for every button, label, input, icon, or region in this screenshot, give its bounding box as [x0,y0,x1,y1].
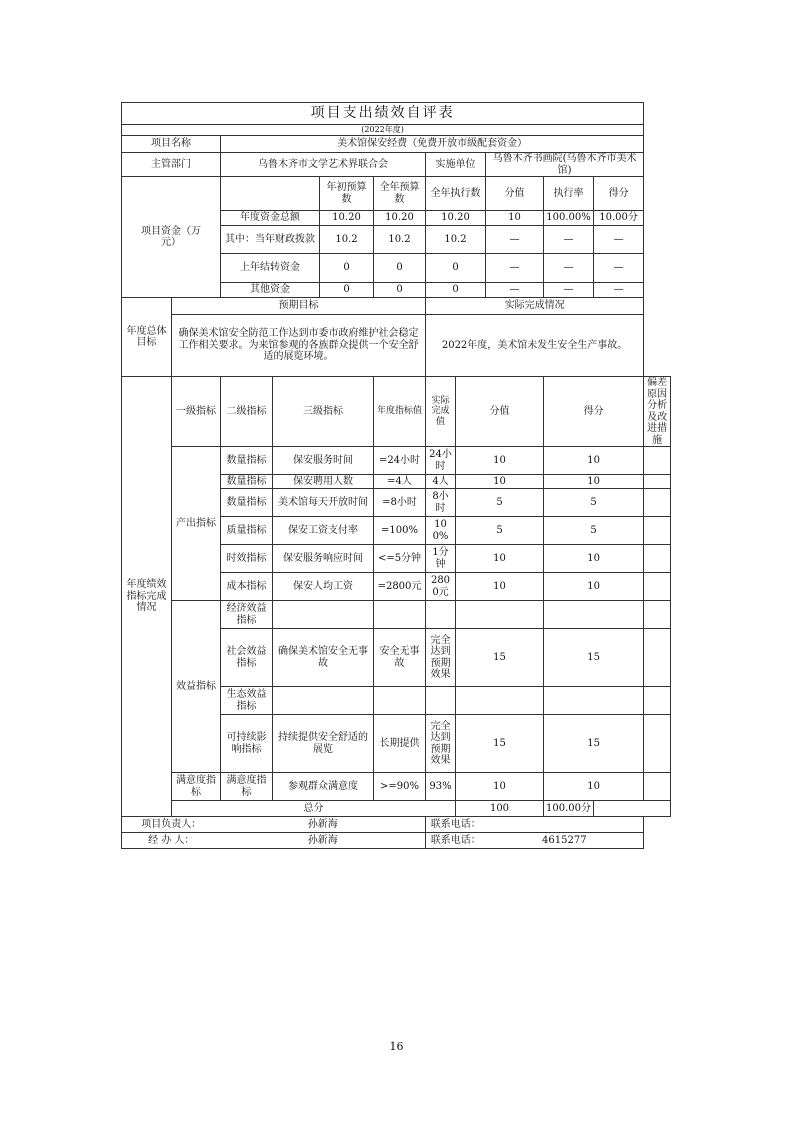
indicator-l2: 可持续影响指标 [221,715,273,773]
indicator-got: 10 [544,475,644,489]
indicator-actual: 8小时 [426,489,456,517]
indicator-l3: 保安人均工资 [273,573,374,601]
total-label: 总分 [172,801,456,817]
funds-cell: 100.00% [544,211,594,226]
funds-cell: 10.20 [426,211,486,226]
output-indicator-label: 产出指标 [172,447,221,601]
evaluation-table [121,102,671,849]
handler-name: 孙新海 [221,833,426,849]
indicator-deviation [644,475,671,489]
indicator-l2: 成本指标 [221,573,273,601]
funds-row-label: 其中：当年财政拨款 [221,226,320,254]
indicator-deviation [644,545,671,573]
indicator-deviation [644,629,671,687]
funds-header-3: 全年执行数 [426,177,486,211]
indicator-header-actual: 实际完成值 [426,377,456,447]
indicator-score [456,601,544,629]
indicator-got [544,601,644,629]
expected-goal-text: 确保美术馆安全防范工作达到市委市政府维护社会稳定工作相关要求。为来馆参观的各族群众提供一个安全舒适的展览环境。 [172,315,426,377]
indicator-target: =100% [374,517,426,545]
indicator-header-l2: 二级指标 [221,377,273,447]
indicator-target: >=90% [374,773,426,801]
actual-goal-header: 实际完成情况 [426,298,644,315]
indicator-target: =8小时 [374,489,426,517]
handler-phone: 4615277 [486,833,644,849]
indicator-l3: 美术馆每天开放时间 [273,489,374,517]
indicator-got: 15 [544,715,644,773]
funds-cell: — [486,226,544,254]
indicator-deviation [644,447,671,475]
indicator-header-deviation: 偏差原因分析及改进措施 [644,377,671,447]
funds-header-2: 全年预算数 [374,177,426,211]
page-number: 16 [389,1040,404,1053]
funds-cell: 10.20 [374,211,426,226]
indicator-l3 [273,687,374,715]
indicator-got: 10 [544,773,644,801]
leader-name: 孙新海 [221,817,426,833]
funds-cell: 10.2 [320,226,374,254]
funds-header-blank [221,177,320,211]
indicator-l2: 数量指标 [221,475,273,489]
funds-cell: — [486,254,544,283]
indicator-l3: 参观群众满意度 [273,773,374,801]
indicator-target [374,687,426,715]
indicator-actual: 完全达到预期效果 [426,715,456,773]
indicator-header-l1: 一级指标 [172,377,221,447]
page-subtitle: (2022年度) [122,125,644,136]
indicator-got: 15 [544,629,644,687]
funds-cell: — [544,226,594,254]
indicator-score: 10 [456,573,544,601]
indicator-score: 15 [456,629,544,687]
indicator-target: =24小时 [374,447,426,475]
indicator-score: 5 [456,489,544,517]
funds-cell: 0 [320,254,374,283]
funds-row-label: 上年结转资金 [221,254,320,283]
funds-cell: 0 [426,283,486,298]
indicator-l2: 数量指标 [221,447,273,475]
indicator-target: 长期提供 [374,715,426,773]
indicator-l3: 保安服务响应时间 [273,545,374,573]
funds-header-5: 执行率 [544,177,594,211]
indicator-got: 10 [544,447,644,475]
indicator-deviation [644,601,671,629]
funds-header-1: 年初预算数 [320,177,374,211]
indicator-target: 安全无事故 [374,629,426,687]
indicator-l2: 经济效益指标 [221,601,273,629]
funds-header-4: 分值 [486,177,544,211]
funds-cell: — [486,283,544,298]
total-blank [594,801,671,817]
indicator-header-target: 年度指标值 [374,377,426,447]
handler-phone-label: 联系电话： [426,833,486,849]
indicator-score: 10 [456,475,544,489]
indicator-target: =4人 [374,475,426,489]
indicator-actual: 100% [426,517,456,545]
funds-header-6: 得分 [594,177,644,211]
indicator-deviation [644,573,671,601]
indicator-actual: 完全达到预期效果 [426,629,456,687]
dept-label: 主管部门 [122,153,221,177]
indicator-got: 5 [544,517,644,545]
total-score: 100 [456,801,544,817]
indicator-score: 10 [456,773,544,801]
indicator-actual: 24小时 [426,447,456,475]
indicator-l2: 时效指标 [221,545,273,573]
funds-cell: 10 [486,211,544,226]
indicator-l3: 保安服务时间 [273,447,374,475]
indicator-deviation [644,687,671,715]
indicator-actual: 4人 [426,475,456,489]
indicator-actual [426,687,456,715]
funds-cell: 10.00分 [594,211,644,226]
funds-cell: — [594,283,644,298]
indicator-header-score: 分值 [456,377,544,447]
indicator-l2: 质量指标 [221,517,273,545]
indicator-got: 10 [544,573,644,601]
indicator-header-l3: 三级指标 [273,377,374,447]
funds-cell: 0 [426,254,486,283]
indicator-target [374,601,426,629]
funds-row-label: 年度资金总额 [221,211,320,226]
indicator-score: 5 [456,517,544,545]
indicator-l2: 满意度指标 [221,773,273,801]
leader-label: 项目负责人： [122,817,221,833]
indicator-l3: 保安聘用人数 [273,475,374,489]
indicator-l2: 数量指标 [221,489,273,517]
unit-label: 实施单位 [426,153,486,177]
goals-label: 年度总体目标 [122,298,172,377]
indicator-actual: 1分钟 [426,545,456,573]
satisfaction-indicator-label: 满意度指标 [172,773,221,801]
indicator-deviation [644,715,671,773]
indicator-actual [426,601,456,629]
expected-goal-header: 预期目标 [172,298,426,315]
unit-value: 乌鲁木齐书画院(乌鲁木齐市美术馆) [486,153,644,177]
indicator-got [544,687,644,715]
indicator-actual: 93% [426,773,456,801]
indicator-l3 [273,601,374,629]
indicator-l2: 生态效益指标 [221,687,273,715]
funds-cell: 10.20 [320,211,374,226]
funds-cell: 10.2 [374,226,426,254]
funds-cell: 0 [320,283,374,298]
funds-label: 项目资金（万元） [122,177,221,298]
dept-value: 乌鲁木齐市文学艺术界联合会 [221,153,426,177]
indicator-header-got: 得分 [544,377,644,447]
total-got: 100.00分 [544,801,594,817]
funds-cell: 0 [374,283,426,298]
leader-phone [486,817,644,833]
funds-cell: — [544,283,594,298]
indicator-score [456,687,544,715]
funds-row-label: 其他资金 [221,283,320,298]
indicator-score: 10 [456,447,544,475]
indicator-target: =2800元 [374,573,426,601]
funds-cell: — [594,226,644,254]
project-name-value: 美术馆保安经费（免费开放市级配套资金） [221,136,644,153]
indicator-deviation [644,773,671,801]
indicator-deviation [644,517,671,545]
indicator-got: 5 [544,489,644,517]
indicator-actual: 2800元 [426,573,456,601]
indicator-l3: 持续提供安全舒适的展览 [273,715,374,773]
effect-indicator-label: 效益指标 [172,601,221,773]
page-title: 项目支出绩效自评表 [122,103,644,125]
actual-goal-text: 2022年度，美术馆未发生安全生产事故。 [426,315,644,377]
funds-cell: — [594,254,644,283]
indicator-l3: 保安工资支付率 [273,517,374,545]
handler-label: 经 办 人： [122,833,221,849]
leader-phone-label: 联系电话： [426,817,486,833]
indicator-score: 10 [456,545,544,573]
indicator-deviation [644,489,671,517]
funds-cell: 10.2 [426,226,486,254]
indicator-got: 10 [544,545,644,573]
indicator-l2: 社会效益指标 [221,629,273,687]
indicators-label: 年度绩效指标完成情况 [122,377,172,817]
funds-cell: — [544,254,594,283]
project-name-label: 项目名称 [122,136,221,153]
indicator-target: <=5分钟 [374,545,426,573]
funds-cell: 0 [374,254,426,283]
indicator-l3: 确保美术馆安全无事故 [273,629,374,687]
indicator-score: 15 [456,715,544,773]
